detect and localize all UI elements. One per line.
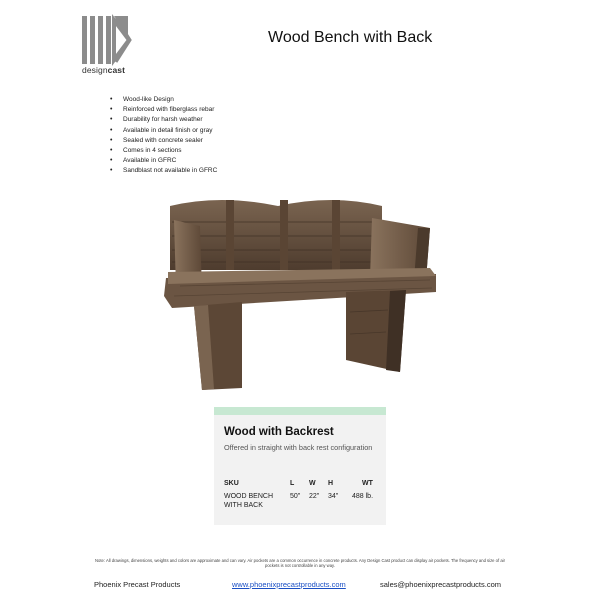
spec-header-length: L bbox=[290, 480, 295, 487]
card-title: Wood with Backrest bbox=[224, 426, 334, 438]
spec-header-weight: WT bbox=[362, 480, 373, 487]
feature-item: • Available in detail finish or gray bbox=[110, 126, 217, 136]
feature-item: • Sandblast not available in GFRC bbox=[110, 166, 217, 176]
footer-website-link[interactable]: www.phoenixprecastproducts.com bbox=[232, 580, 346, 589]
spec-header-width: W bbox=[309, 480, 316, 487]
bench-product-image bbox=[160, 188, 442, 394]
spec-header-height: H bbox=[328, 480, 334, 487]
spec-length-value: 50" bbox=[290, 493, 301, 500]
logo-wordmark: designcast bbox=[82, 65, 126, 75]
spec-card bbox=[214, 407, 386, 525]
feature-item: • Durability for harsh weather bbox=[110, 115, 217, 125]
feature-item: • Wood-like Design bbox=[110, 95, 217, 105]
feature-item: • Reinforced with fiberglass rebar bbox=[110, 105, 217, 115]
spec-width-value: 22" bbox=[309, 493, 320, 500]
spec-height-value: 34" bbox=[328, 493, 339, 500]
feature-item: • Sealed with concrete sealer bbox=[110, 136, 217, 146]
feature-list bbox=[110, 95, 217, 177]
footer-email[interactable]: sales@phoenixprecastproducts.com bbox=[380, 580, 502, 589]
spec-weight-value: 488 lb. bbox=[352, 493, 374, 500]
footer-company: Phoenix Precast Products bbox=[94, 580, 181, 589]
card-accent-bar bbox=[214, 407, 386, 415]
page-title: Wood Bench with Back bbox=[268, 29, 433, 46]
feature-item: • Available in GFRC bbox=[110, 156, 217, 166]
disclaimer-note: Note: All drawings, dimensions, weights and colors are approximate and can vary. Air pockets are a common occurrence in concrete products. Any Design Cast product can display air pockets. The frequency and size of air pockets is not controllable in any way. bbox=[95, 558, 505, 569]
feature-item: • Comes in 4 sections bbox=[110, 146, 217, 156]
card-subtitle: Offered in straight with back rest configuration bbox=[224, 443, 373, 452]
spec-sku-value: WOOD BENCH WITH BACK bbox=[224, 493, 273, 509]
spec-header-sku: SKU bbox=[224, 480, 239, 487]
